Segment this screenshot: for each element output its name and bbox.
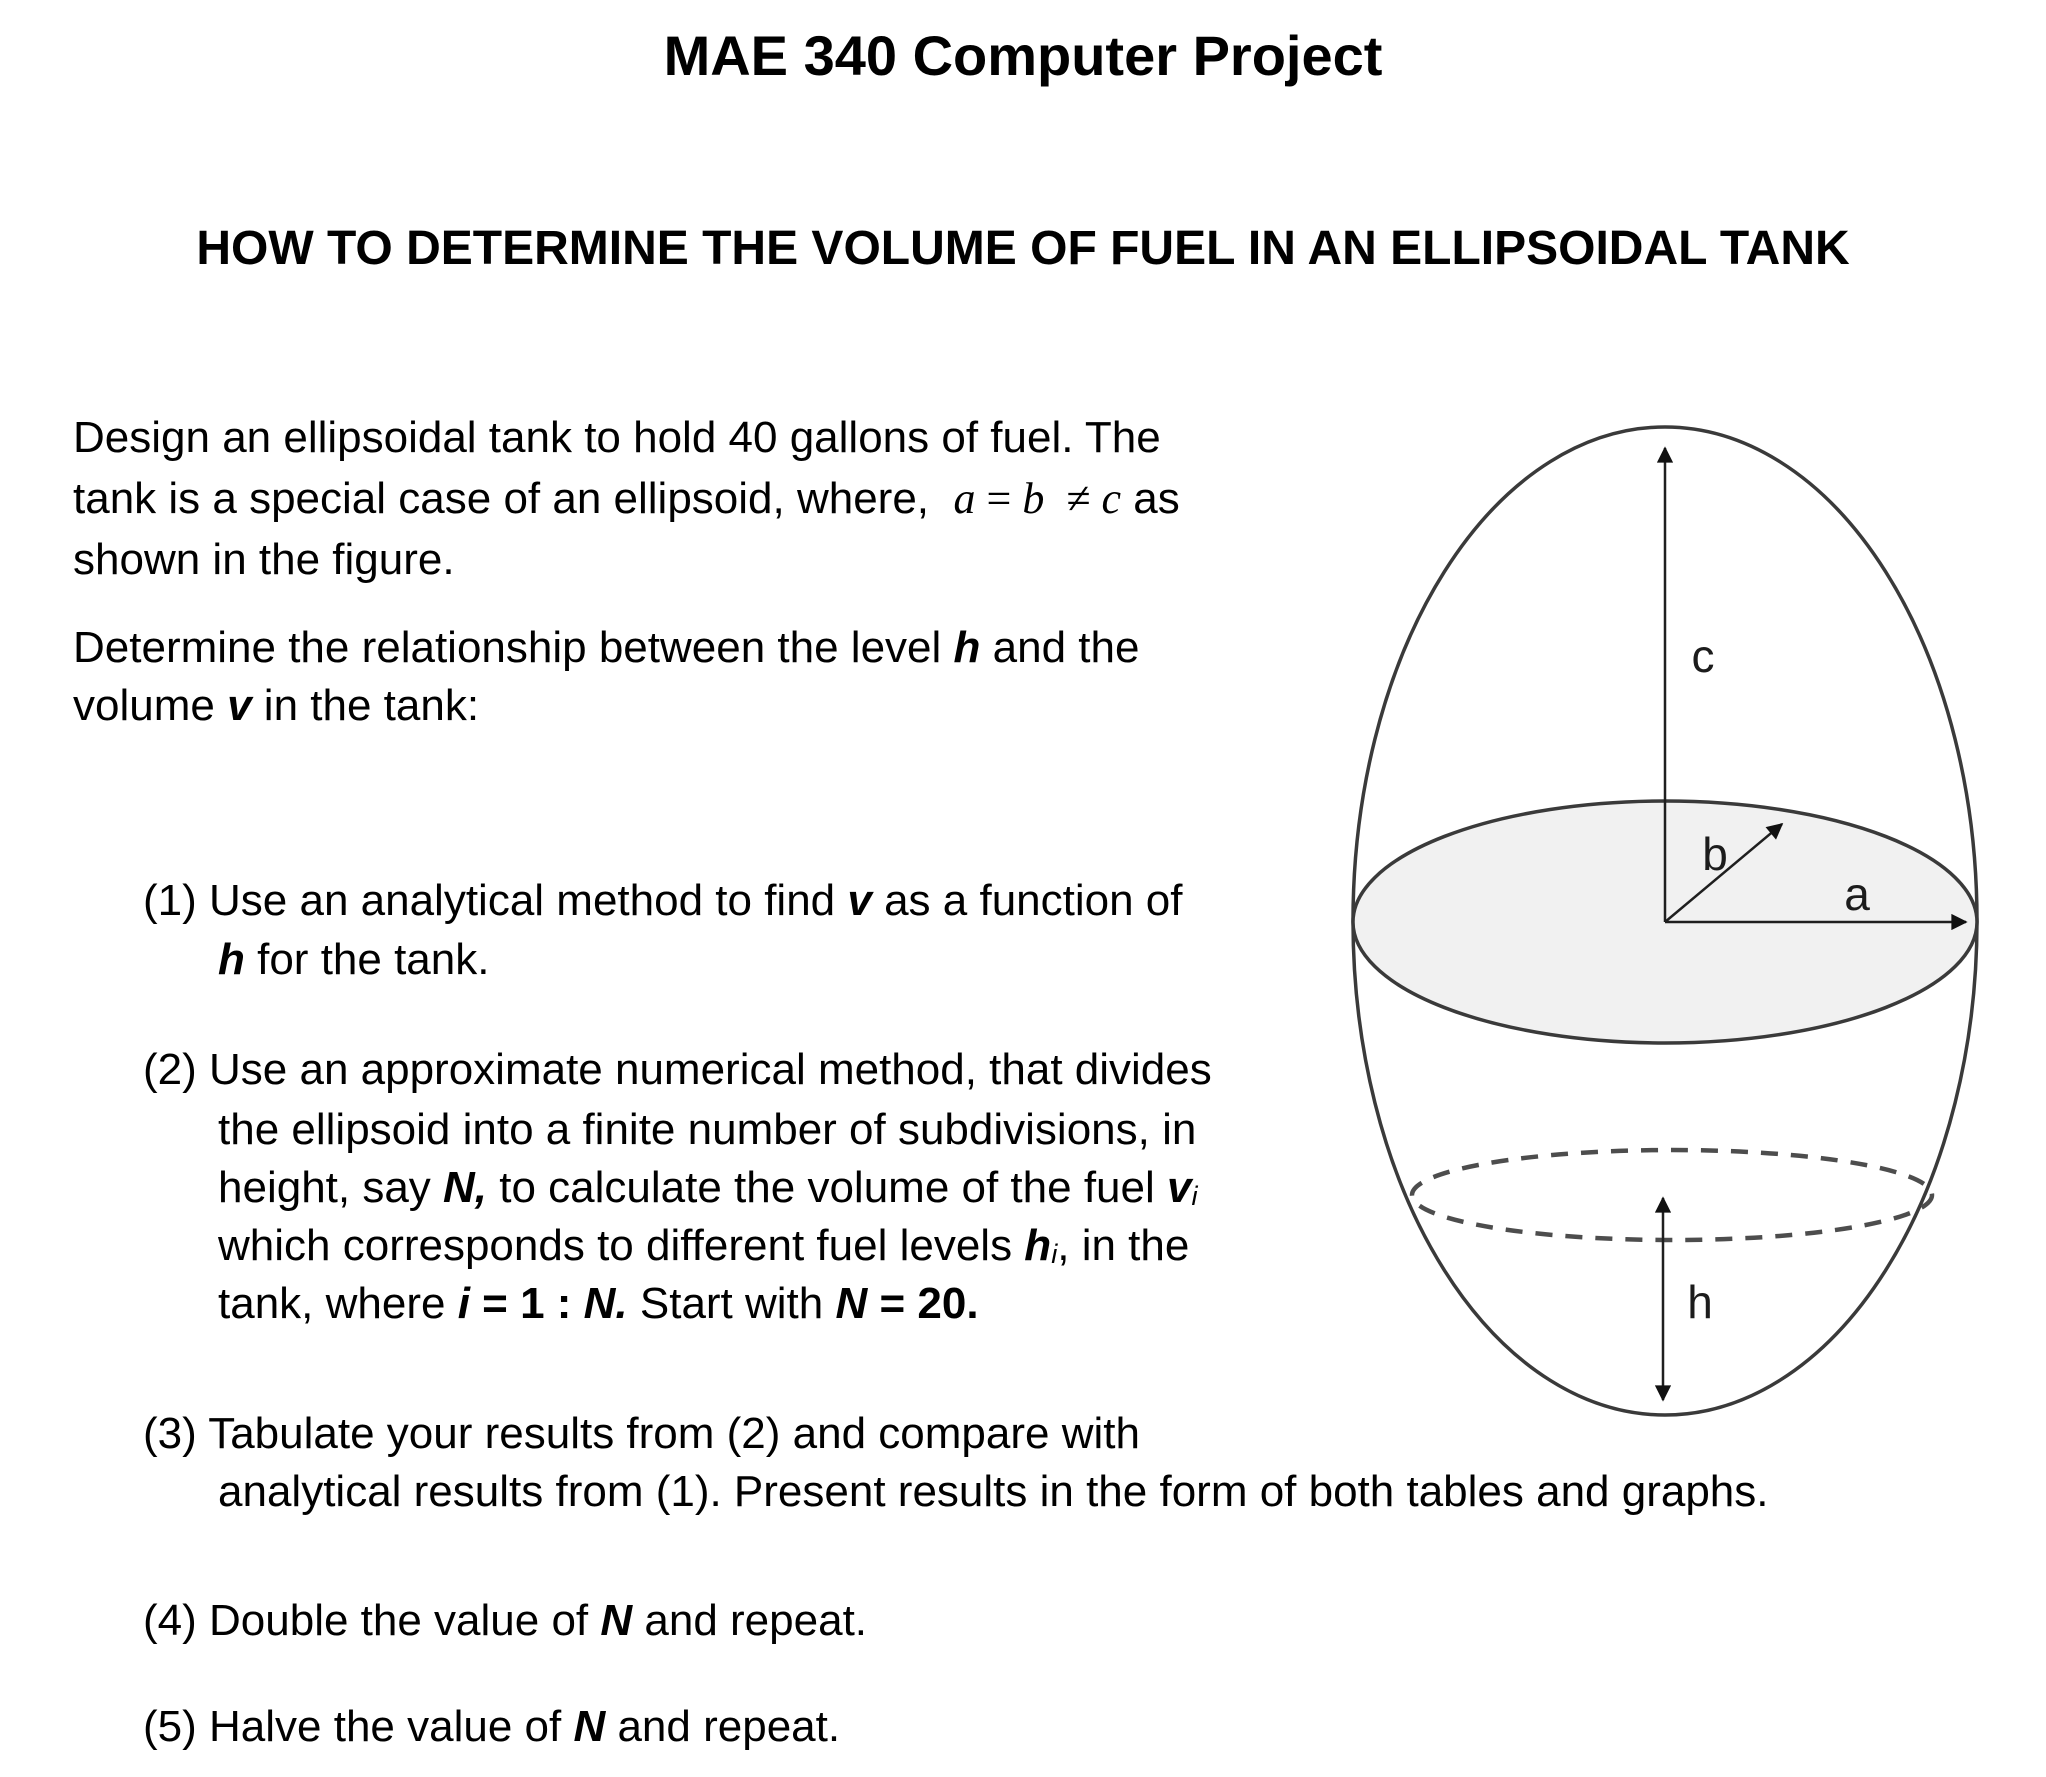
text-segment: N,	[443, 1163, 488, 1212]
text-segment: i	[457, 1279, 470, 1328]
text-segment: which corresponds to different fuel levels	[218, 1221, 1025, 1270]
item3-line2	[218, 1467, 1769, 1516]
item1-line1	[143, 876, 1183, 925]
text-segment: = 20.	[867, 1279, 979, 1328]
text-segment: (5) Halve the value of	[143, 1702, 574, 1751]
item2-line5	[218, 1279, 979, 1328]
item2-line1	[143, 1045, 1212, 1094]
item3-line1	[143, 1409, 1140, 1458]
para1-line3	[73, 535, 455, 584]
item1-line2	[218, 935, 490, 984]
text-segment: (1) Use an analytical method to find	[143, 876, 848, 925]
text-segment: ≠	[1044, 474, 1102, 523]
text-segment: and repeat.	[605, 1702, 841, 1751]
text-segment: N	[835, 1279, 868, 1328]
text-segment: N	[573, 1702, 606, 1751]
text-segment: v	[1167, 1163, 1192, 1212]
text-segment: c	[1101, 474, 1121, 523]
text-segment: v	[227, 681, 252, 730]
text-segment: shown in the figure.	[73, 535, 455, 584]
text-segment: N	[600, 1596, 633, 1645]
text-segment: a	[953, 474, 976, 523]
text-segment: as a function of	[871, 876, 1183, 925]
item5-line1	[143, 1702, 841, 1751]
para1-line1	[73, 413, 1161, 462]
item2-line2	[218, 1105, 1197, 1154]
text-segment: h	[1024, 1221, 1052, 1270]
text-segment: and repeat.	[632, 1596, 868, 1645]
para1-line2	[73, 474, 1180, 523]
label-a: a	[1844, 868, 1870, 920]
text-segment: height, say	[218, 1163, 444, 1212]
label-b: b	[1702, 828, 1728, 880]
text-segment: as	[1121, 474, 1180, 523]
text-segment: =	[975, 474, 1023, 523]
text-segment: the ellipsoid into a finite number of subdivisions, in	[218, 1105, 1197, 1154]
text-segment: and the	[980, 623, 1140, 672]
text-segment: for the tank.	[244, 935, 490, 984]
text-segment: v	[847, 876, 872, 925]
text-segment: (3) Tabulate your results from (2) and compare with	[143, 1409, 1140, 1458]
label-h: h	[1687, 1276, 1713, 1328]
text-segment: h	[218, 935, 245, 984]
text-segment: i	[1191, 1180, 1198, 1212]
page-subtitle: HOW TO DETERMINE THE VOLUME OF FUEL IN AN ELLIPSOIDAL TANK	[196, 222, 1850, 275]
item2-line4	[218, 1221, 1190, 1270]
para2-line2	[73, 681, 480, 730]
fuel-level-dashed-ellipse	[1412, 1150, 1932, 1240]
text-segment: (4) Double the value of	[143, 1596, 601, 1645]
text-segment: Start with	[627, 1279, 836, 1328]
text-segment: i	[1051, 1238, 1058, 1270]
text-segment: N.	[583, 1279, 628, 1328]
item4-line1	[143, 1596, 868, 1645]
item2-line3	[218, 1163, 1198, 1212]
text-segment: volume	[73, 681, 228, 730]
label-c: c	[1691, 630, 1715, 682]
text-segment: to calculate the volume of the fuel	[487, 1163, 1167, 1212]
ellipsoid-figure	[1330, 400, 2046, 1460]
text-segment: analytical results from (1). Present results in the form of both tables and graphs.	[218, 1467, 1769, 1516]
page-title: MAE 340 Computer Project	[663, 24, 1383, 87]
text-segment: Determine the relationship between the level	[73, 623, 954, 672]
text-segment: in the tank:	[251, 681, 480, 730]
text-segment: h	[953, 623, 981, 672]
text-segment: tank, where	[218, 1279, 458, 1328]
text-segment: (2) Use an approximate numerical method, that divides	[143, 1045, 1212, 1094]
para2-line1	[73, 623, 1140, 672]
text-segment: = 1 :	[469, 1279, 584, 1328]
text-segment: tank is a special case of an ellipsoid, where,	[73, 474, 954, 523]
text-segment: b	[1022, 474, 1045, 523]
text-segment: , in the	[1057, 1221, 1190, 1270]
text-segment: Design an ellipsoidal tank to hold 40 gallons of fuel. The	[73, 413, 1161, 462]
